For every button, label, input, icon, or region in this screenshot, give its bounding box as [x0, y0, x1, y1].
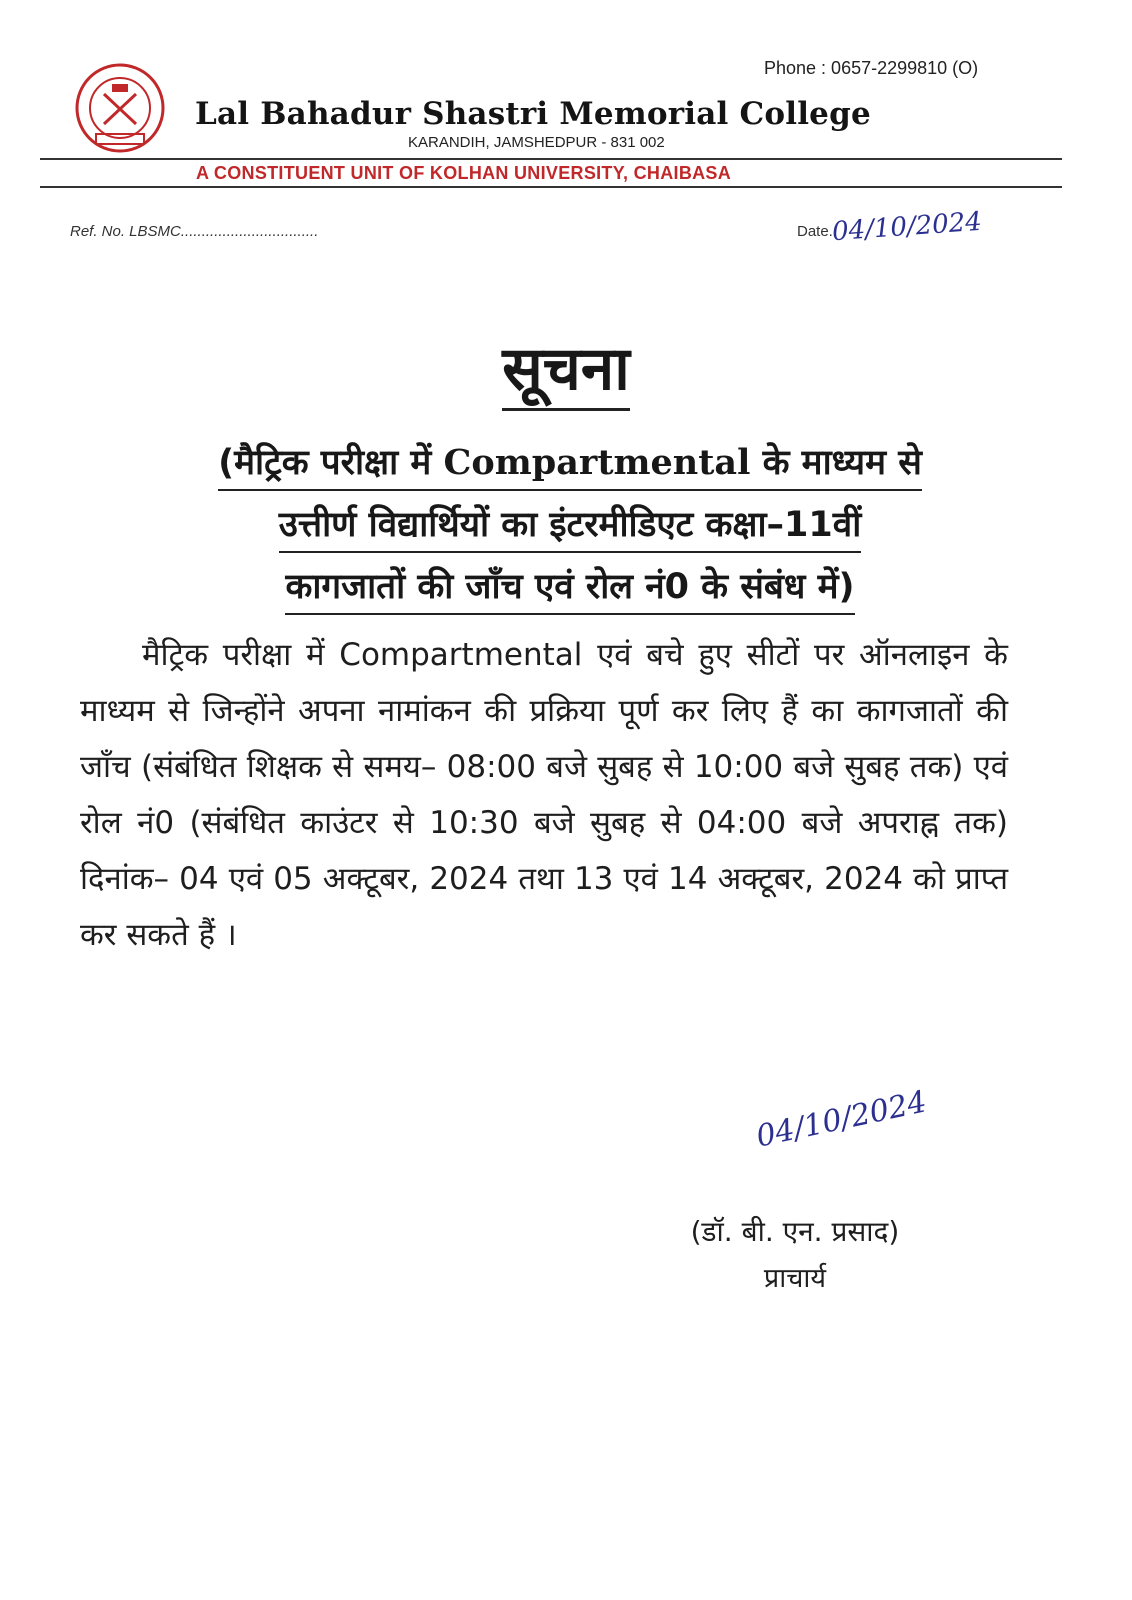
- signatory-name: (डॉ. बी. एन. प्रसाद): [690, 1215, 900, 1248]
- header-divider-top: [40, 158, 1062, 160]
- notice-title: सूचना: [502, 334, 630, 411]
- handwritten-date: 04/10/2024: [831, 206, 983, 248]
- college-logo-icon: [74, 62, 166, 154]
- college-address: KARANDIH, JAMSHEDPUR - 831 002: [408, 134, 665, 151]
- notice-body-wrapper: [80, 627, 1008, 963]
- date-label: Date.: [797, 223, 833, 240]
- handwritten-signature-date: 04/10/2024: [753, 1084, 930, 1155]
- subject-line-1-part-a: (मैट्रिक परीक्षा में: [218, 443, 444, 483]
- signatory-designation: प्राचार्य: [763, 1263, 827, 1294]
- subject-line-1-english: Compartmental: [443, 442, 751, 483]
- header-divider-bottom: [40, 186, 1062, 188]
- college-name: Lal Bahadur Shastri Memorial College: [195, 96, 871, 132]
- phone-number: Phone : 0657-2299810 (O): [764, 58, 979, 78]
- reference-number: Ref. No. LBSMC.................................: [70, 223, 319, 240]
- notice-title-wrapper: [0, 325, 1132, 407]
- subject-line-3: कागजातों की जाँच एवं रोल नं0 के संबंध में): [285, 561, 854, 615]
- notice-body: मैट्रिक परीक्षा में Compartmental एवं बचे हुए सीटों पर ऑनलाइन के माध्यम से जिन्होंने अपना नामांकन की प्रक्रिया पूर्ण कर लिए हैं का कागजातों की जाँच (संबंधित शिक्षक से समय– 08:00 बजे सुबह से 10:00 बजे सुबह तक) एवं रोल नं0 (संबंधित काउंटर से 10:30 बजे सुबह से 04:00 बजे अपराह्न तक) दिनांक– 04 एवं 05 अक्टूबर, 2024 तथा 13 एवं 14 अक्टूबर, 2024 को प्राप्त कर सकते हैं ।: [80, 637, 1008, 953]
- subject-line-1: [218, 437, 922, 491]
- constituent-line: A CONSTITUENT UNIT OF KOLHAN UNIVERSITY, CHAIBASA: [196, 163, 732, 183]
- notice-subject: [70, 432, 1070, 618]
- subject-line-1-part-b: के माध्यम से: [750, 443, 922, 483]
- subject-line-2: उत्तीर्ण विद्यार्थियों का इंटरमीडिएट कक्षा–11वीं: [279, 499, 862, 553]
